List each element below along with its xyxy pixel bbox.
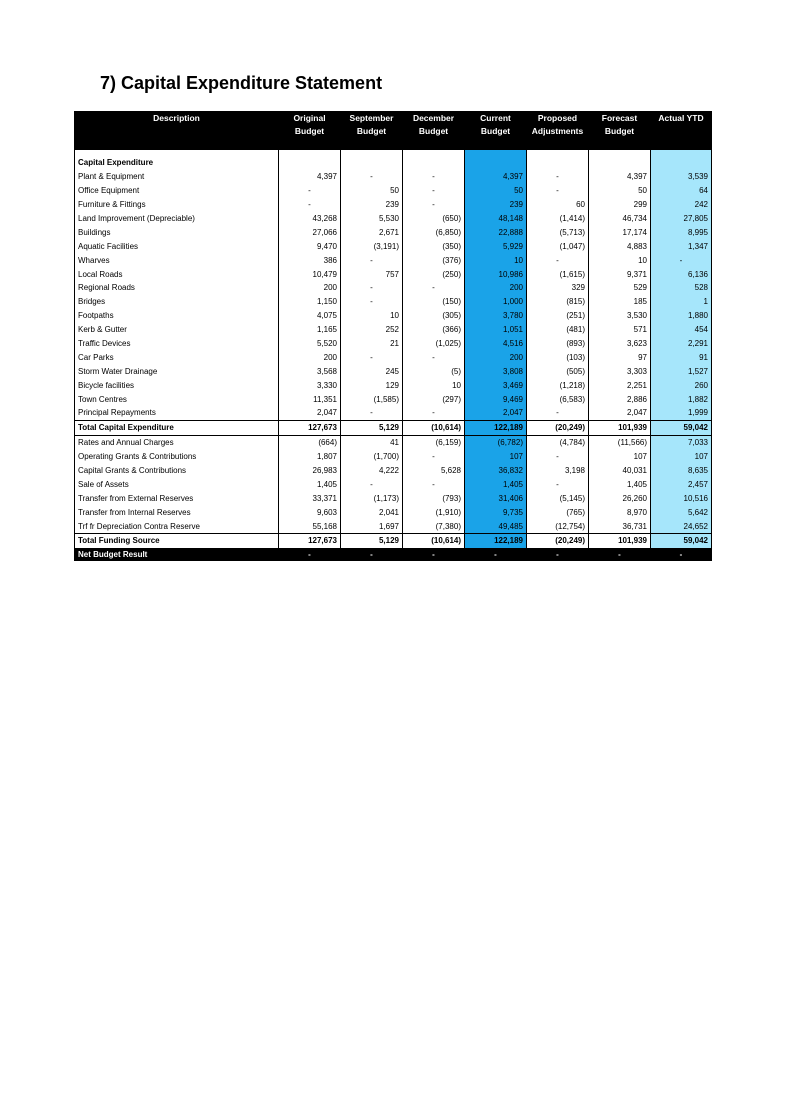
cell-september-budget: 5,530 bbox=[341, 212, 403, 226]
cell-current-budget: 239 bbox=[465, 198, 527, 212]
cell-original-budget: 43,268 bbox=[279, 212, 341, 226]
cell-forecast-budget: 2,251 bbox=[589, 378, 651, 392]
cell-actual-ytd: - bbox=[651, 253, 712, 267]
cell-original-budget: 27,066 bbox=[279, 225, 341, 239]
column-header-forecast-budget bbox=[589, 111, 651, 150]
cell-december-budget: (150) bbox=[403, 295, 465, 309]
column-header-line: December bbox=[412, 113, 455, 123]
table-row bbox=[75, 491, 712, 505]
cell-forecast-budget: 50 bbox=[589, 184, 651, 198]
cell-actual-ytd: 1,999 bbox=[651, 406, 712, 420]
cell-december-budget: (6,850) bbox=[403, 225, 465, 239]
cell-forecast-budget: 3,623 bbox=[589, 337, 651, 351]
row-label: Capital Grants & Contributions bbox=[75, 464, 279, 478]
cell-december-budget: (376) bbox=[403, 253, 465, 267]
cell-current-budget: - bbox=[465, 548, 527, 561]
cell-current-budget: 49,485 bbox=[465, 519, 527, 533]
cell-actual-ytd: 10,516 bbox=[651, 491, 712, 505]
cell-current-budget: 122,189 bbox=[465, 420, 527, 435]
cell-current-budget: 200 bbox=[465, 350, 527, 364]
table-row bbox=[75, 212, 712, 226]
table-row bbox=[75, 184, 712, 198]
cell-september-budget: (1,585) bbox=[341, 392, 403, 406]
row-label: Local Roads bbox=[75, 267, 279, 281]
cell-september-budget: - bbox=[341, 477, 403, 491]
cell-september-budget: - bbox=[341, 295, 403, 309]
cell-current-budget: 2,047 bbox=[465, 406, 527, 420]
cell-september-budget: - bbox=[341, 406, 403, 420]
cell-december-budget: (650) bbox=[403, 212, 465, 226]
cell-proposed-adjustments: (1,414) bbox=[527, 212, 589, 226]
cell-current-budget: 107 bbox=[465, 450, 527, 464]
table-row bbox=[75, 505, 712, 519]
cell-december-budget: (297) bbox=[403, 392, 465, 406]
cell-proposed-adjustments: (505) bbox=[527, 364, 589, 378]
column-header-line: September bbox=[349, 113, 394, 123]
cell-original-budget: 4,397 bbox=[279, 170, 341, 184]
cell-proposed-adjustments: (1,047) bbox=[527, 239, 589, 253]
cell-current-budget: 1,405 bbox=[465, 477, 527, 491]
cell-forecast-budget: 185 bbox=[589, 295, 651, 309]
column-header-original-budget bbox=[279, 111, 341, 150]
cell-proposed-adjustments: (5,145) bbox=[527, 491, 589, 505]
row-label: Bicycle facilities bbox=[75, 378, 279, 392]
cell-september-budget: 10 bbox=[341, 309, 403, 323]
cell-current-budget: 3,808 bbox=[465, 364, 527, 378]
cell-september-budget: 129 bbox=[341, 378, 403, 392]
cell-september-budget: 5,129 bbox=[341, 534, 403, 549]
cell-proposed-adjustments: - bbox=[527, 170, 589, 184]
table-row bbox=[75, 323, 712, 337]
cell-december-budget: - bbox=[403, 450, 465, 464]
table-row bbox=[75, 281, 712, 295]
cell-proposed-adjustments: 329 bbox=[527, 281, 589, 295]
cell-proposed-adjustments: (1,218) bbox=[527, 378, 589, 392]
cell-proposed-adjustments: (4,784) bbox=[527, 435, 589, 449]
row-label: Traffic Devices bbox=[75, 337, 279, 351]
cell-original-budget: 10,479 bbox=[279, 267, 341, 281]
cell-actual-ytd: 8,995 bbox=[651, 225, 712, 239]
column-header-line: Budget bbox=[418, 126, 449, 136]
table-row bbox=[75, 450, 712, 464]
cell-current-budget: 3,780 bbox=[465, 309, 527, 323]
cell-september-budget: 50 bbox=[341, 184, 403, 198]
column-header-line: Budget bbox=[480, 126, 511, 136]
cell-december-budget: (10,614) bbox=[403, 534, 465, 549]
column-header-line: Current bbox=[480, 113, 511, 123]
row-label: Regional Roads bbox=[75, 281, 279, 295]
cell-actual-ytd: 1,347 bbox=[651, 239, 712, 253]
cell-december-budget: - bbox=[403, 170, 465, 184]
column-header-december-budget bbox=[403, 111, 465, 150]
cell-actual-ytd: 1,527 bbox=[651, 364, 712, 378]
cell-september-budget: (3,191) bbox=[341, 239, 403, 253]
cell-original-budget bbox=[279, 156, 341, 170]
cell-forecast-budget: 3,530 bbox=[589, 309, 651, 323]
cell-proposed-adjustments: (1,615) bbox=[527, 267, 589, 281]
cell-september-budget: - bbox=[341, 253, 403, 267]
cell-current-budget: 50 bbox=[465, 184, 527, 198]
cell-actual-ytd: 2,457 bbox=[651, 477, 712, 491]
cell-actual-ytd: 1 bbox=[651, 295, 712, 309]
table-row bbox=[75, 364, 712, 378]
cell-forecast-budget: 2,886 bbox=[589, 392, 651, 406]
table-row bbox=[75, 170, 712, 184]
row-label: Buildings bbox=[75, 225, 279, 239]
cell-current-budget: 31,406 bbox=[465, 491, 527, 505]
cell-proposed-adjustments: (103) bbox=[527, 350, 589, 364]
cell-actual-ytd: 107 bbox=[651, 450, 712, 464]
cell-proposed-adjustments: - bbox=[527, 548, 589, 561]
cell-actual-ytd: 91 bbox=[651, 350, 712, 364]
cell-december-budget: - bbox=[403, 198, 465, 212]
column-header-actual-ytd bbox=[651, 111, 712, 150]
row-label: Storm Water Drainage bbox=[75, 364, 279, 378]
cell-actual-ytd: 7,033 bbox=[651, 435, 712, 449]
row-label: Furniture & Fittings bbox=[75, 198, 279, 212]
column-header-line: Budget bbox=[356, 126, 387, 136]
table-row bbox=[75, 295, 712, 309]
cell-december-budget: - bbox=[403, 184, 465, 198]
cell-forecast-budget: 10 bbox=[589, 253, 651, 267]
cell-forecast-budget: 571 bbox=[589, 323, 651, 337]
cell-december-budget bbox=[403, 156, 465, 170]
cell-forecast-budget: 36,731 bbox=[589, 519, 651, 533]
cell-forecast-budget: 101,939 bbox=[589, 420, 651, 435]
cell-actual-ytd: 242 bbox=[651, 198, 712, 212]
net-budget-result-row bbox=[75, 548, 712, 561]
cell-september-budget: (1,700) bbox=[341, 450, 403, 464]
cell-current-budget: 9,735 bbox=[465, 505, 527, 519]
row-label: Car Parks bbox=[75, 350, 279, 364]
table-row bbox=[75, 239, 712, 253]
table-row bbox=[75, 392, 712, 406]
column-header-line: Adjustments bbox=[531, 126, 584, 136]
cell-proposed-adjustments: (20,249) bbox=[527, 534, 589, 549]
cell-actual-ytd: 260 bbox=[651, 378, 712, 392]
row-label: Total Funding Source bbox=[75, 534, 279, 549]
cell-december-budget: (350) bbox=[403, 239, 465, 253]
column-header-line: Budget bbox=[294, 126, 325, 136]
cell-original-budget: - bbox=[279, 184, 341, 198]
cell-original-budget: 2,047 bbox=[279, 406, 341, 420]
cell-september-budget: 5,129 bbox=[341, 420, 403, 435]
row-label: Transfer from Internal Reserves bbox=[75, 505, 279, 519]
cell-actual-ytd: 64 bbox=[651, 184, 712, 198]
cell-september-budget: 239 bbox=[341, 198, 403, 212]
cell-forecast-budget: 8,970 bbox=[589, 505, 651, 519]
cell-forecast-budget: 9,371 bbox=[589, 267, 651, 281]
cell-december-budget: (6,159) bbox=[403, 435, 465, 449]
cell-proposed-adjustments: - bbox=[527, 406, 589, 420]
cell-september-budget: - bbox=[341, 281, 403, 295]
cell-forecast-budget: 26,260 bbox=[589, 491, 651, 505]
cell-original-budget: 1,807 bbox=[279, 450, 341, 464]
cell-original-budget: 1,165 bbox=[279, 323, 341, 337]
cell-actual-ytd bbox=[651, 156, 712, 170]
row-label: Operating Grants & Contributions bbox=[75, 450, 279, 464]
cell-september-budget: 2,041 bbox=[341, 505, 403, 519]
cell-actual-ytd: 528 bbox=[651, 281, 712, 295]
cell-september-budget: - bbox=[341, 170, 403, 184]
cell-december-budget: (366) bbox=[403, 323, 465, 337]
cell-original-budget: 1,150 bbox=[279, 295, 341, 309]
cell-actual-ytd: 5,642 bbox=[651, 505, 712, 519]
column-header-line: Original bbox=[293, 113, 326, 123]
cell-actual-ytd: 454 bbox=[651, 323, 712, 337]
cell-december-budget: 10 bbox=[403, 378, 465, 392]
table-row bbox=[75, 477, 712, 491]
cell-forecast-budget: - bbox=[589, 548, 651, 561]
cell-proposed-adjustments: 3,198 bbox=[527, 464, 589, 478]
cell-original-budget: 26,983 bbox=[279, 464, 341, 478]
cell-original-budget: 3,568 bbox=[279, 364, 341, 378]
row-label: Plant & Equipment bbox=[75, 170, 279, 184]
cell-original-budget: 11,351 bbox=[279, 392, 341, 406]
row-label: Net Budget Result bbox=[75, 548, 279, 561]
table-row bbox=[75, 253, 712, 267]
cell-proposed-adjustments: (5,713) bbox=[527, 225, 589, 239]
cell-proposed-adjustments: (251) bbox=[527, 309, 589, 323]
cell-original-budget: 9,470 bbox=[279, 239, 341, 253]
cell-current-budget: 36,832 bbox=[465, 464, 527, 478]
cell-original-budget: - bbox=[279, 548, 341, 561]
cell-december-budget: (7,380) bbox=[403, 519, 465, 533]
cell-september-budget: 757 bbox=[341, 267, 403, 281]
cell-september-budget: 1,697 bbox=[341, 519, 403, 533]
column-header-line: Actual YTD bbox=[658, 113, 704, 123]
capital-expenditure-table bbox=[74, 111, 712, 561]
table-row bbox=[75, 435, 712, 449]
cell-original-budget: 127,673 bbox=[279, 420, 341, 435]
cell-original-budget: 55,168 bbox=[279, 519, 341, 533]
cell-proposed-adjustments: (481) bbox=[527, 323, 589, 337]
page-title: 7) Capital Expenditure Statement bbox=[100, 73, 383, 93]
cell-original-budget: 200 bbox=[279, 350, 341, 364]
cell-current-budget: (6,782) bbox=[465, 435, 527, 449]
cell-current-budget bbox=[465, 156, 527, 170]
cell-september-budget: 245 bbox=[341, 364, 403, 378]
cell-current-budget: 9,469 bbox=[465, 392, 527, 406]
row-label: Trf fr Depreciation Contra Reserve bbox=[75, 519, 279, 533]
column-header-proposed-adjustments bbox=[527, 111, 589, 150]
cell-proposed-adjustments: (765) bbox=[527, 505, 589, 519]
row-label: Wharves bbox=[75, 253, 279, 267]
cell-forecast-budget: 101,939 bbox=[589, 534, 651, 549]
cell-december-budget: - bbox=[403, 281, 465, 295]
row-label: Rates and Annual Charges bbox=[75, 435, 279, 449]
cell-december-budget: (305) bbox=[403, 309, 465, 323]
cell-original-budget: 127,673 bbox=[279, 534, 341, 549]
row-label: Bridges bbox=[75, 295, 279, 309]
cell-current-budget: 10 bbox=[465, 253, 527, 267]
cell-september-budget: 252 bbox=[341, 323, 403, 337]
cell-december-budget: - bbox=[403, 350, 465, 364]
row-label: Land Improvement (Depreciable) bbox=[75, 212, 279, 226]
cell-current-budget: 200 bbox=[465, 281, 527, 295]
cell-september-budget: - bbox=[341, 548, 403, 561]
cell-proposed-adjustments: (20,249) bbox=[527, 420, 589, 435]
cell-original-budget: 4,075 bbox=[279, 309, 341, 323]
cell-forecast-budget: 17,174 bbox=[589, 225, 651, 239]
cell-proposed-adjustments: - bbox=[527, 450, 589, 464]
cell-actual-ytd: 1,880 bbox=[651, 309, 712, 323]
row-label: Principal Repayments bbox=[75, 406, 279, 420]
cell-proposed-adjustments: - bbox=[527, 477, 589, 491]
column-header-line: Description bbox=[153, 113, 200, 123]
table-row bbox=[75, 225, 712, 239]
cell-current-budget: 1,000 bbox=[465, 295, 527, 309]
column-header-current-budget bbox=[465, 111, 527, 150]
cell-original-budget: 33,371 bbox=[279, 491, 341, 505]
cell-actual-ytd: 27,805 bbox=[651, 212, 712, 226]
cell-september-budget: 21 bbox=[341, 337, 403, 351]
cell-forecast-budget: 46,734 bbox=[589, 212, 651, 226]
cell-september-budget: 2,671 bbox=[341, 225, 403, 239]
cell-proposed-adjustments: 60 bbox=[527, 198, 589, 212]
cell-original-budget: - bbox=[279, 198, 341, 212]
row-label: Sale of Assets bbox=[75, 477, 279, 491]
cell-september-budget: (1,173) bbox=[341, 491, 403, 505]
cell-proposed-adjustments: (12,754) bbox=[527, 519, 589, 533]
cell-forecast-budget: 4,883 bbox=[589, 239, 651, 253]
table-header bbox=[75, 111, 712, 150]
row-label: Town Centres bbox=[75, 392, 279, 406]
cell-forecast-budget: 2,047 bbox=[589, 406, 651, 420]
total-funding-row bbox=[75, 534, 712, 549]
cell-december-budget: - bbox=[403, 477, 465, 491]
cell-current-budget: 5,929 bbox=[465, 239, 527, 253]
table-row bbox=[75, 198, 712, 212]
table-row bbox=[75, 350, 712, 364]
cell-december-budget: (1,910) bbox=[403, 505, 465, 519]
table-row bbox=[75, 519, 712, 533]
cell-forecast-budget: 299 bbox=[589, 198, 651, 212]
cell-december-budget: (10,614) bbox=[403, 420, 465, 435]
table-row bbox=[75, 406, 712, 420]
table-row bbox=[75, 337, 712, 351]
cell-current-budget: 22,888 bbox=[465, 225, 527, 239]
table-row bbox=[75, 464, 712, 478]
section-label: Capital Expenditure bbox=[75, 156, 279, 170]
section-header-row bbox=[75, 156, 712, 170]
cell-proposed-adjustments bbox=[527, 156, 589, 170]
cell-actual-ytd: 1,882 bbox=[651, 392, 712, 406]
cell-current-budget: 4,516 bbox=[465, 337, 527, 351]
cell-december-budget: (5) bbox=[403, 364, 465, 378]
cell-december-budget: 5,628 bbox=[403, 464, 465, 478]
cell-original-budget: 200 bbox=[279, 281, 341, 295]
cell-forecast-budget: 3,303 bbox=[589, 364, 651, 378]
cell-current-budget: 4,397 bbox=[465, 170, 527, 184]
table-row bbox=[75, 267, 712, 281]
cell-current-budget: 48,148 bbox=[465, 212, 527, 226]
cell-actual-ytd: 24,652 bbox=[651, 519, 712, 533]
cell-actual-ytd: 6,136 bbox=[651, 267, 712, 281]
cell-proposed-adjustments: (893) bbox=[527, 337, 589, 351]
row-label: Total Capital Expenditure bbox=[75, 420, 279, 435]
cell-forecast-budget: 97 bbox=[589, 350, 651, 364]
row-label: Aquatic Facilities bbox=[75, 239, 279, 253]
cell-december-budget: - bbox=[403, 406, 465, 420]
cell-december-budget: (793) bbox=[403, 491, 465, 505]
cell-proposed-adjustments: (815) bbox=[527, 295, 589, 309]
cell-forecast-budget: 529 bbox=[589, 281, 651, 295]
cell-original-budget: 5,520 bbox=[279, 337, 341, 351]
cell-current-budget: 1,051 bbox=[465, 323, 527, 337]
column-header-line: Budget bbox=[604, 126, 635, 136]
cell-current-budget: 10,986 bbox=[465, 267, 527, 281]
cell-september-budget bbox=[341, 156, 403, 170]
cell-original-budget: 1,405 bbox=[279, 477, 341, 491]
row-label: Footpaths bbox=[75, 309, 279, 323]
cell-original-budget: 9,603 bbox=[279, 505, 341, 519]
cell-forecast-budget: 107 bbox=[589, 450, 651, 464]
cell-current-budget: 122,189 bbox=[465, 534, 527, 549]
cell-december-budget: (1,025) bbox=[403, 337, 465, 351]
cell-september-budget: - bbox=[341, 350, 403, 364]
column-header-line: Forecast bbox=[601, 113, 638, 123]
cell-original-budget: 3,330 bbox=[279, 378, 341, 392]
cell-original-budget: 386 bbox=[279, 253, 341, 267]
cell-forecast-budget: 1,405 bbox=[589, 477, 651, 491]
column-header-description bbox=[75, 111, 279, 150]
cell-current-budget: 3,469 bbox=[465, 378, 527, 392]
table-body bbox=[75, 150, 712, 561]
cell-actual-ytd: 3,539 bbox=[651, 170, 712, 184]
column-header-september-budget bbox=[341, 111, 403, 150]
cell-forecast-budget: (11,566) bbox=[589, 435, 651, 449]
row-label: Office Equipment bbox=[75, 184, 279, 198]
cell-actual-ytd: - bbox=[651, 548, 712, 561]
row-label: Kerb & Gutter bbox=[75, 323, 279, 337]
row-label: Transfer from External Reserves bbox=[75, 491, 279, 505]
cell-actual-ytd: 59,042 bbox=[651, 534, 712, 549]
cell-forecast-budget: 4,397 bbox=[589, 170, 651, 184]
table-row bbox=[75, 309, 712, 323]
cell-december-budget: (250) bbox=[403, 267, 465, 281]
cell-september-budget: 4,222 bbox=[341, 464, 403, 478]
cell-proposed-adjustments: (6,583) bbox=[527, 392, 589, 406]
cell-actual-ytd: 2,291 bbox=[651, 337, 712, 351]
cell-proposed-adjustments: - bbox=[527, 253, 589, 267]
cell-actual-ytd: 8,635 bbox=[651, 464, 712, 478]
cell-forecast-budget: 40,031 bbox=[589, 464, 651, 478]
cell-september-budget: 41 bbox=[341, 435, 403, 449]
table-row bbox=[75, 378, 712, 392]
total-expenditure-row bbox=[75, 420, 712, 435]
cell-actual-ytd: 59,042 bbox=[651, 420, 712, 435]
cell-forecast-budget bbox=[589, 156, 651, 170]
cell-proposed-adjustments: - bbox=[527, 184, 589, 198]
cell-original-budget: (664) bbox=[279, 435, 341, 449]
cell-december-budget: - bbox=[403, 548, 465, 561]
column-header-line: Proposed bbox=[537, 113, 578, 123]
